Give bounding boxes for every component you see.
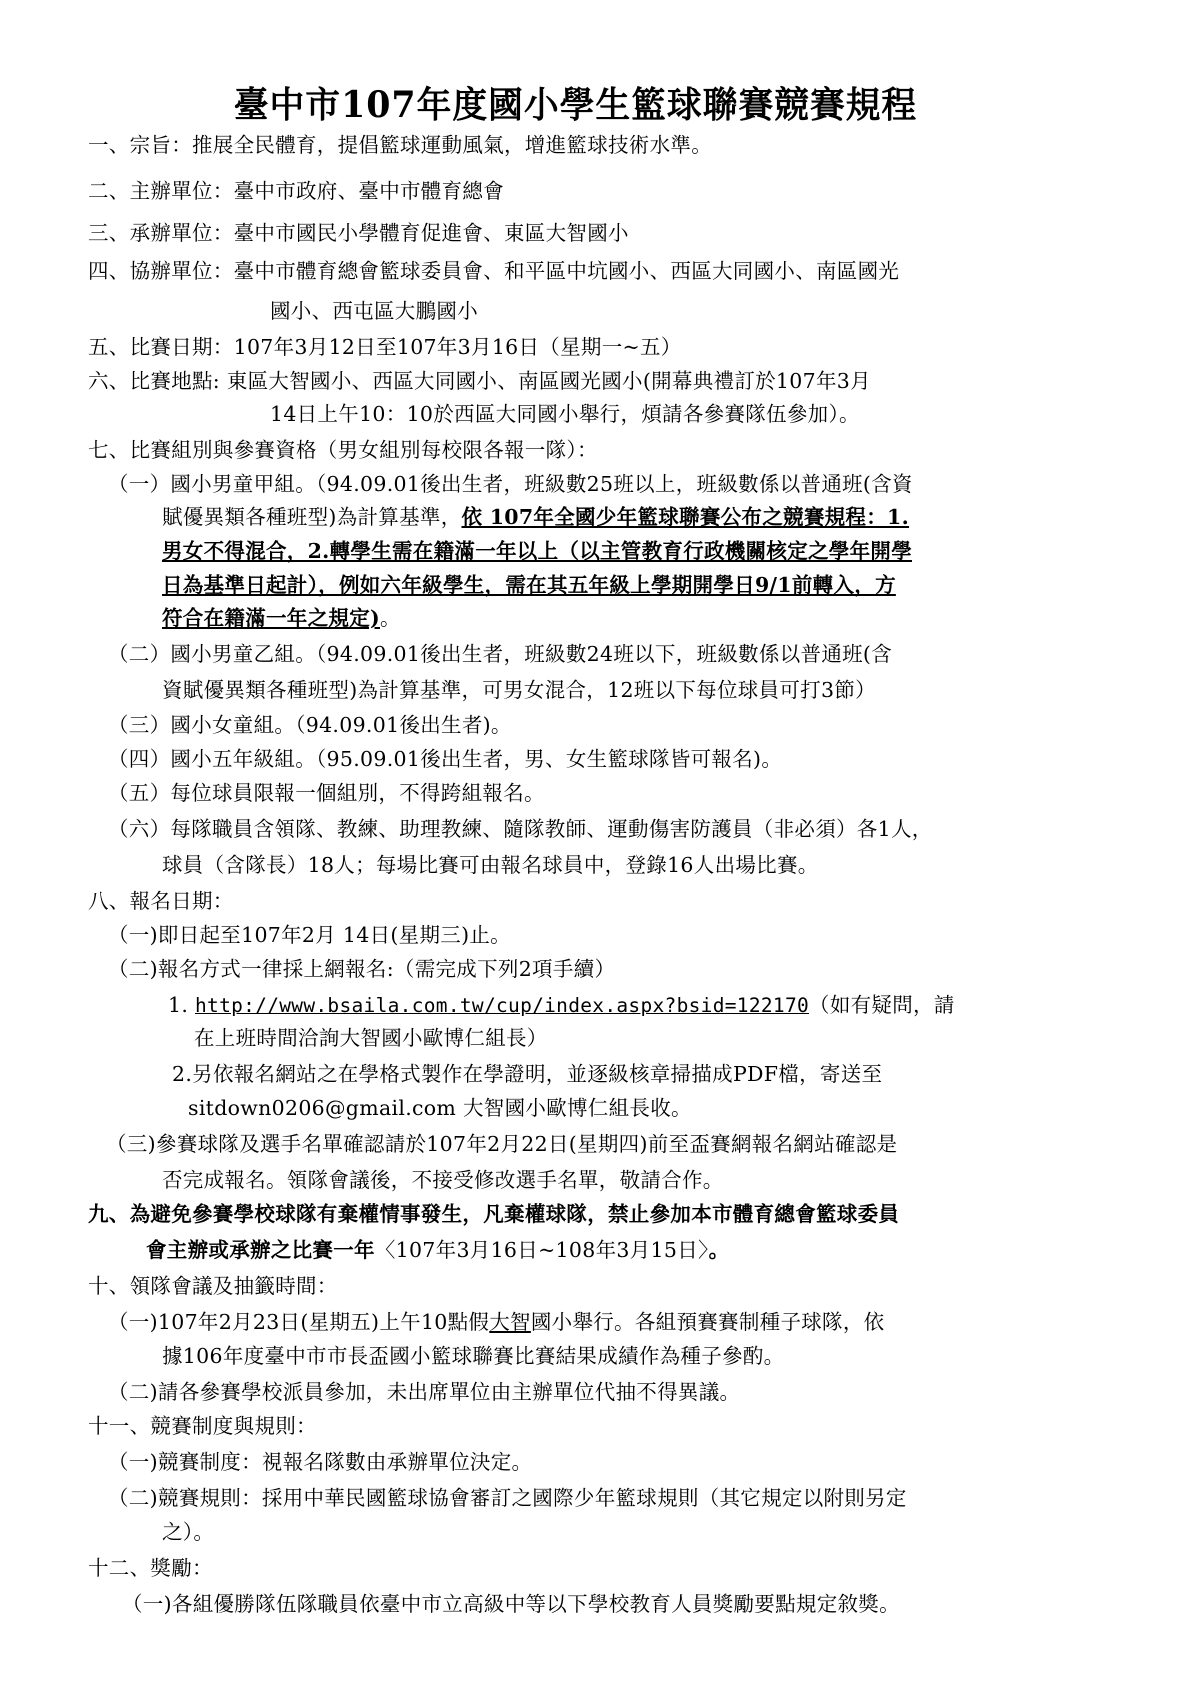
section-8-3-line-1: （三)參賽球隊及選手名單確認請於107年2月22日(星期四)前至盃賽網報名網站確認是 [106,1132,898,1156]
section-12-awards: 十二、獎勵： [88,1556,213,1580]
section-11-1: （一)競賽制度：視報名隊數由承辦單位決定。 [108,1450,533,1474]
section-8-2: （二)報名方式一律採上網報名:（需完成下列2項手續） [108,957,616,981]
section-4-co-organizer: 四、協辦單位：臺中市體育總會籃球委員會、和平區中坑國小、西區大同國小、南區國光 [88,259,900,283]
section-10-meeting: 十、領隊會議及抽籤時間： [88,1274,338,1298]
section-8-2-1 [168,991,955,1020]
section-1-purpose: 一、宗旨：推展全民體育，提倡籃球運動風氣，增進籃球技術水準。 [88,133,712,157]
section-7-1-line-5 [162,604,401,632]
section-7-6-line-1: （六）每隊職員含領隊、教練、助理教練、隨隊教師、運動傷害防護員（非必須）各1人， [108,817,933,841]
section-7-3: （三）國小女童組。（94.09.01後出生者)。 [108,713,512,737]
section-7-divisions: 七、比賽組別與參賽資格（男女組別每校限各報一隊）： [88,438,598,462]
section-7-1-rule-emphasis: 依 107年全國少年籃球聯賽公布之競賽規程：1. [461,505,910,529]
section-9-forfeit-cont [146,1236,729,1264]
section-7-1-line-2 [162,503,909,531]
section-7-1-line-1: （一）國小男童甲組。（94.09.01後出生者，班級數25班以上，班級數係以普通班(含資 [108,472,913,496]
section-3-host: 三、承辦單位：臺中市國民小學體育促進會、東區大智國小 [88,221,629,245]
section-6-venue-cont: 14日上午10：10於西區大同國小舉行，煩請各參賽隊伍參加）。 [270,402,860,426]
section-10-1-text-end: 國小舉行。各組預賽賽制種子球隊，依 [530,1310,885,1334]
section-11-rules: 十一、競賽制度與規則： [88,1414,317,1438]
section-12-1: （一)各組優勝隊伍隊職員依臺中市立高級中等以下學校教育人員獎勵要點規定敘獎。 [122,1592,900,1616]
registration-link[interactable]: http://www.bsaila.com.tw/cup/index.aspx?bsid=122170 [194,994,810,1017]
section-7-4: （四）國小五年級組。（95.09.01後出生者，男、女生籃球隊皆可報名)。 [108,747,783,771]
section-7-1-line-5-bold: 符合在籍滿一年之規定) [162,606,380,630]
section-8-1: （一)即日起至107年2月 14日(星期三)止。 [108,923,511,947]
section-7-1-line-4: 日為基準日起計），例如六年級學生，需在其五年級上學期開學日9/1前轉入，方 [162,573,896,597]
section-8-registration: 八、報名日期： [88,889,234,913]
section-8-2-1-number: 1. [168,993,195,1017]
section-9-forfeit: 九、為避免參賽學校球隊有棄權情事發生，凡棄權球隊，禁止參加本市體育總會籃球委員 [88,1202,900,1226]
section-10-1-line-2: 據106年度臺中市市長盃國小籃球聯賽比賽結果成績作為種子參酌。 [162,1344,785,1368]
section-7-1-line-3: 男女不得混合，2.轉學生需在籍滿一年以上（以主管教育行政機關核定之學年開學 [162,539,912,563]
section-9-forfeit-bold: 會主辦或承辦之比賽一年 [146,1238,375,1262]
document-title: 臺中市107年度國小學生籃球聯賽競賽規程 [233,84,918,126]
section-2-organizer: 二、主辦單位：臺中市政府、臺中市體育總會 [88,179,504,203]
section-8-2-1-note: （如有疑問，請 [809,993,955,1017]
section-7-1-line-2-text: 賦優異類各種班型)為計算基準， [162,505,462,529]
section-7-5: （五）每位球員限報一個組別，不得跨組報名。 [108,781,545,805]
section-9-forfeit-period: 〈107年3月16日~108年3月15日〉 [374,1238,709,1262]
section-8-3-line-2: 否完成報名。領隊會議後，不接受修改選手名單，敬請合作。 [162,1168,724,1192]
section-8-2-1-cont: 在上班時間洽詢大智國小歐博仁組長） [194,1026,548,1050]
section-10-1-text: （一)107年2月23日(星期五)上午10點假 [108,1310,490,1334]
section-7-1-line-5-end: 。 [380,606,401,630]
section-10-1-venue: 大智 [489,1310,531,1334]
section-11-2-line-1: （二)競賽規則：採用中華民國籃球協會審訂之國際少年籃球規則（其它規定以附則另定 [108,1486,907,1510]
section-11-2-line-2: 之）。 [162,1520,215,1544]
section-4-co-organizer-cont: 國小、西屯區大鵬國小 [270,299,478,323]
section-10-2: （二)請各參賽學校派員參加，未出席單位由主辦單位代抽不得異議。 [108,1380,741,1404]
section-6-venue: 六、比賽地點: 東區大智國小、西區大同國小、南區國光國小(開幕典禮訂於107年3月 [88,369,871,393]
section-9-forfeit-end: 。 [708,1238,730,1262]
section-10-1-line-1 [108,1308,884,1336]
section-7-2-line-1: （二）國小男童乙組。（94.09.01後出生者，班級數24班以下，班級數係以普通班(含 [108,642,893,666]
section-8-2-2-cont: sitdown0206@gmail.com 大智國小歐博仁組長收。 [188,1096,692,1120]
section-7-6-line-2: 球員（含隊長）18人；每場比賽可由報名球員中，登錄16人出場比賽。 [162,853,819,877]
section-8-2-2: 2.另依報名網站之在學格式製作在學證明，並逐級核章掃描成PDF檔，寄送至 [172,1062,883,1086]
section-5-dates: 五、比賽日期：107年3月12日至107年3月16日（星期一~五） [88,335,682,359]
section-7-2-line-2: 資賦優異類各種班型)為計算基準，可男女混合，12班以下每位球員可打3節） [162,678,876,702]
